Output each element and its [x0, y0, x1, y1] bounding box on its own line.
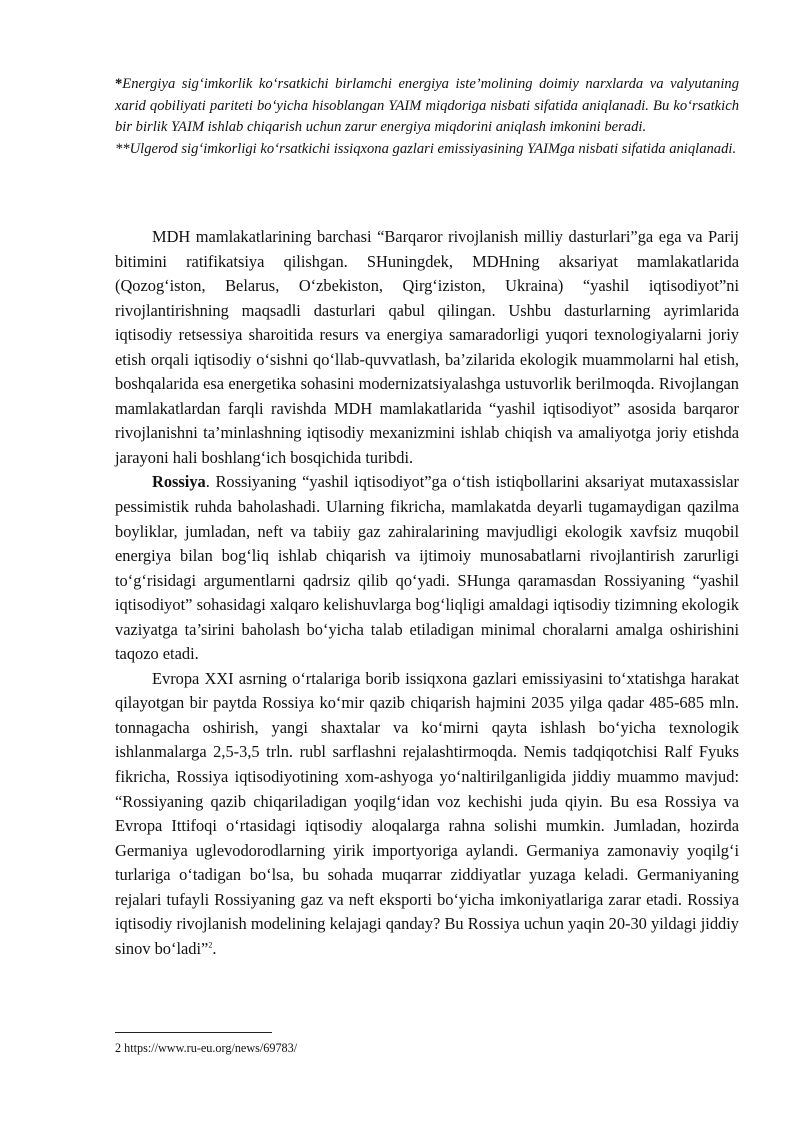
paragraph-cis: MDH mamlakatlarining barchasi “Barqaror rivojlanish milliy dasturlari”ga ega va Parij bitimini ratifikatsiya qilishgan. SHuningdek, MDHning aksariyat mamlakatlarida (Qozog‘iston, Belarus, O‘zbekiston, Qirg‘iziston, Ukraina) “yashil iqtisodiyot”ni rivojlantirishning maqsadli dasturlari qabul qilingan. Ushbu dasturlarning ayrimlarida iqtisodiy retsessiya sharoitida resurs va energiya samaradorligi yuqori texnologiyalarni joriy etish orqali iqtisodiy o‘sishni qo‘llab-quvvatlash, ba’zilarida ekologik muammolarni hal etish, boshqalarida esa energetika sohasini modernizatsiyalashga ustuvorlik berilmoqda. Rivojlangan mamlakatlardan farqli ravishda MDH mamlakatlarida “yashil iqtisodiyot” asosida barqaror rivojlanishni ta’minlashning iqtisodiy mexanizmini ishlab chiqish va amaliyotga joriy etishda jarayoni hali boshlang‘ich bosqichida turibdi.	[115, 227, 739, 467]
paragraph-russia	[115, 470, 739, 666]
footnote-separator	[115, 1032, 272, 1033]
footnote-reference[interactable]: 2	[208, 940, 213, 950]
note-mark: **	[115, 140, 130, 157]
paragraph-text: . Rossiyaning “yashil iqtisodiyot”ga o‘tish istiqbollarini aksariyat mutaxassislar pessimistik ruhda baholashadi. Ularning fikricha, mamlakatda deyarli tugamaydigan qazilma boyliklar, jumladan, neft va tabiiy gaz zahiralarining mavjudligi ekologik xavfsiz muqobil energiya bilan bog‘liq ishlab chiqarish va ijtimoiy munosabatlarni rivojlantirish zarurligi to‘g‘risidagi argumentlarni qadrsiz qilib qo‘yadi. SHunga qaramasdan Rossiyaning “yashil iqtisodiyot” sohasidagi xalqaro kelishuvlarga bog‘liqligi amaldagi iqtisodiy tizimning ekologik vaziyatga ta’sirini baholash bo‘yicha talab etiladigan minimal choralarni amalga oshirishini taqozo etadi.	[115, 472, 739, 664]
note-text: Energiya sig‘imkorlik ko‘rsatkichi birlamchi energiya iste’molining doimiy narxlarda va valyutaning xarid qobiliyati pariteti bo‘yicha hisoblangan YAIM miqdoriga nisbati sifatida aniqlanadi. Bu ko‘rsatkich bir birlik YAIM ishlab chiqarish uchun zarur energiya miqdorini aniqlash imkonini beradi.	[115, 76, 739, 136]
paragraph-europe	[115, 667, 739, 962]
note-carbon-intensity	[115, 139, 739, 161]
table-notes	[115, 74, 739, 160]
paragraph-lead: Rossiya	[152, 472, 206, 492]
note-text: Ulgerod sig‘imkorligi ko‘rsatkichi issiqxona gazlari emissiyasining YAIMga nisbati sifatida aniqlanadi.	[129, 140, 737, 157]
note-energy-intensity	[115, 74, 739, 139]
paragraph-tail: .	[212, 938, 217, 958]
note-mark: *	[115, 76, 123, 92]
footnote[interactable]: 2 https://www.ru-eu.org/news/69783/	[115, 1041, 298, 1055]
paragraph-text: Evropa XXI asrning o‘rtalariga borib issiqxona gazlari emissiyasini to‘xtatishga harakat qilayotgan bir paytda Rossiya ko‘mir qazib chiqarish hajmini 2035 yilga qadar 485-685 mln. tonnagacha oshirish, yangi shaxtalar va ko‘mirni qayta ishlash bo‘yicha texnologik ishlanmalarga 2,5-3,5 trln. rubl sarflashni rejalashtirmoqda. Nemis tadqiqotchisi Ralf Fyuks fikricha, Rossiya iqtisodiyotining xom-ashyoga yo‘naltirilganligida jiddiy muammo mavjud: “Rossiyaning qazib chiqariladigan yoqilg‘idan voz kechishi juda qiyin. Bu esa Rossiya va Evropa Ittifoqi o‘rtasidagi iqtisodiy aloqalarga rahna solishi mumkin. Jumladan, hozirda Germaniya uglevodorodlarning yirik importyoriga aylandi. Germaniya zamonaviy yoqilg‘i turlariga o‘tadigan bo‘lsa, bu sohada muqarrar ziddiyatlar yuzaga keladi. Germaniyaning rejalari tufayli Rossiyaning gaz va neft eksporti bo‘yicha imkoniyatlariga zarar etadi. Rossiya iqtisodiy rivojlanish modelining kelajagi qanday? Bu Rossiya uchun yaqin 20-30 yildagi jiddiy sinov bo‘ladi”	[115, 668, 739, 958]
body-text	[115, 225, 739, 961]
